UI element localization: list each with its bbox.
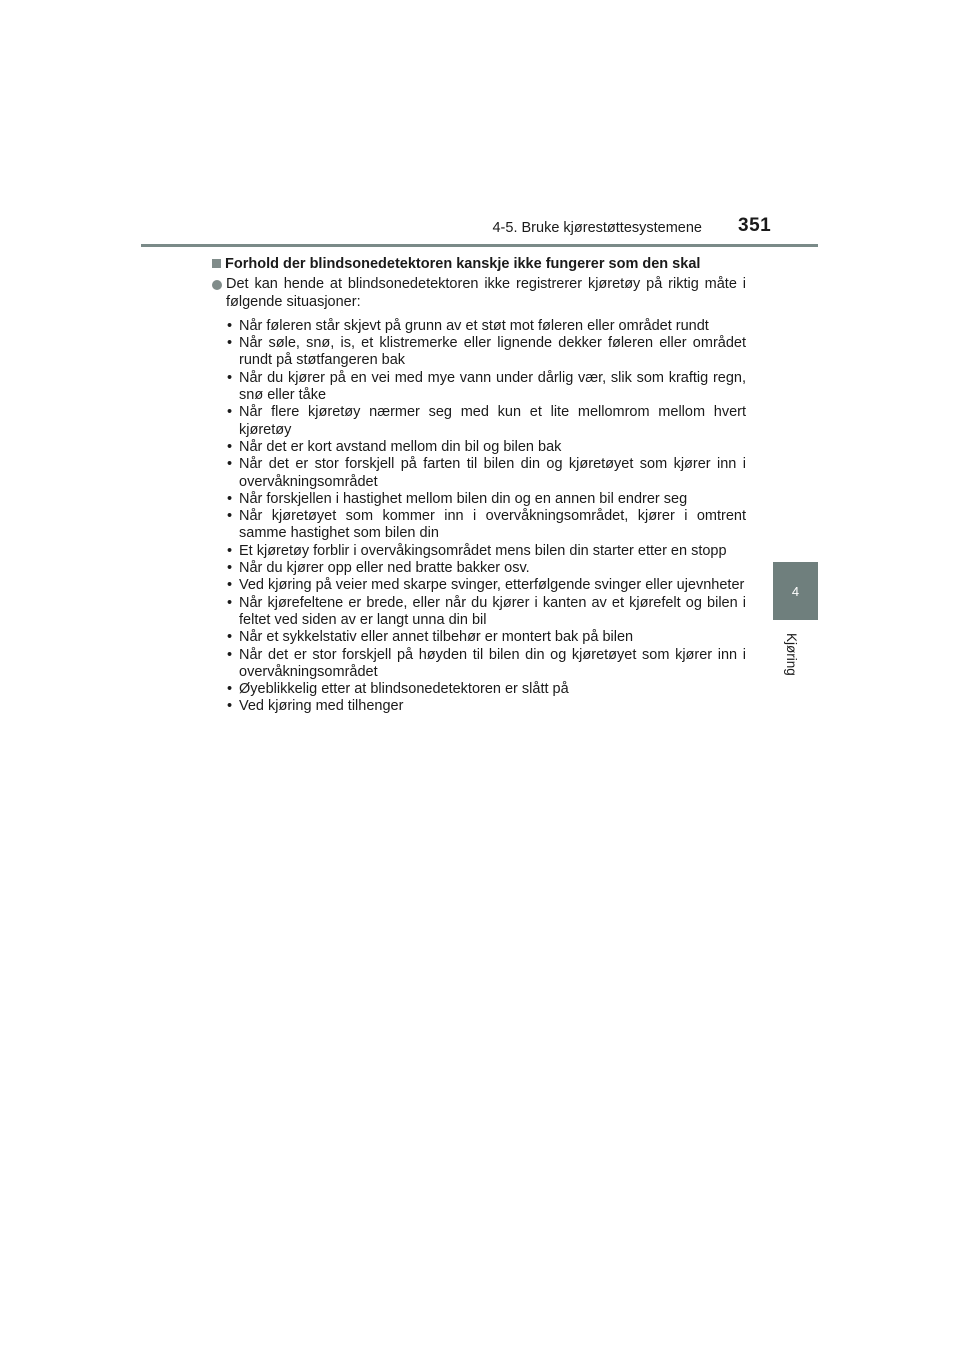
list-item xyxy=(226,335,746,370)
bullet-dot-icon: • xyxy=(227,629,233,646)
list-item xyxy=(226,508,746,543)
bullet-dot-icon: • xyxy=(227,404,233,421)
situation-list xyxy=(212,318,746,716)
list-item-text: Når søle, snø, is, et klistremerke eller lignende dekker føleren eller området rundt på støtfangeren bak xyxy=(239,335,746,369)
bullet-dot-icon: • xyxy=(227,456,233,473)
list-item-text: Ved kjøring på veier med skarpe svinger, etterfølgende svinger eller ujevnheter xyxy=(239,577,745,594)
heading-text: Forhold der blindsonedetektoren kanskje ikke fungerer som den skal xyxy=(225,256,701,272)
list-item-text: Når kjøretøyet som kommer inn i overvåkningsområdet, kjører i omtrent samme hastighet som bilen din xyxy=(239,508,746,542)
list-item-text: Når føleren står skjevt på grunn av et støt mot føleren eller området rundt xyxy=(239,317,709,334)
list-item-text: Når du kjører på en vei med mye vann under dårlig vær, slik som kraftig regn, snø eller tåke xyxy=(239,369,746,404)
intro-text: Det kan hende at blindsonedetektoren ikke registrerer kjøretøy på riktig måte i følgende situasjoner: xyxy=(226,276,746,310)
intro-item xyxy=(212,276,746,311)
list-item-text: Et kjøretøy forblir i overvåkingsområdet mens bilen din starter etter en stopp xyxy=(239,542,727,559)
bullet-dot-icon: • xyxy=(227,335,233,352)
list-item xyxy=(226,560,746,577)
bullet-dot-icon: • xyxy=(227,369,233,386)
bullet-dot-icon: • xyxy=(227,681,233,698)
square-bullet-icon xyxy=(212,259,221,268)
bullet-dot-icon: • xyxy=(227,508,233,525)
bullet-dot-icon: • xyxy=(227,698,233,715)
circle-bullet-icon xyxy=(212,280,222,290)
chapter-number: 4 xyxy=(791,583,800,599)
list-item xyxy=(226,629,746,646)
list-item xyxy=(226,318,746,335)
list-item-text: Når et sykkelstativ eller annet tilbehør er montert bak på bilen xyxy=(239,629,634,646)
list-item-text: Når du kjører opp eller ned bratte bakker osv. xyxy=(239,560,530,577)
page-number: 351 xyxy=(738,215,772,236)
bullet-dot-icon: • xyxy=(227,594,233,611)
list-item xyxy=(226,595,746,630)
list-item-text: Når forskjellen i hastighet mellom bilen din og en annen bil endrer seg xyxy=(239,490,688,507)
bullet-dot-icon: • xyxy=(227,646,233,663)
bullet-dot-icon: • xyxy=(227,490,233,507)
list-item xyxy=(226,543,746,560)
list-item xyxy=(226,456,746,491)
list-item-text: Når det er stor forskjell på høyden til bilen din og kjøretøyet som kjører inn i overvåkningsområdet xyxy=(239,646,746,680)
chapter-tab xyxy=(773,562,818,620)
header-divider xyxy=(141,244,818,247)
section-heading xyxy=(212,256,746,273)
section-title: 4-5. Bruke kjørestøttesystemene xyxy=(492,220,702,236)
bullet-dot-icon: • xyxy=(227,560,233,577)
list-item xyxy=(226,577,746,594)
list-item-text: Når det er stor forskjell på farten til bilen din og kjøretøyet som kjører inn i overvåkningsområdet xyxy=(239,456,746,490)
list-item xyxy=(226,491,746,508)
list-item xyxy=(226,681,746,698)
list-item xyxy=(226,698,746,715)
bullet-dot-icon: • xyxy=(227,577,233,594)
list-item xyxy=(226,647,746,682)
list-item xyxy=(226,404,746,439)
list-item xyxy=(226,439,746,456)
bullet-dot-icon: • xyxy=(227,317,233,334)
list-item-text: Når kjørefeltene er brede, eller når du kjører i kanten av et kjørefelt og bilen i feltet ved siden av er langt unna din bil xyxy=(239,594,746,628)
main-content xyxy=(212,256,746,716)
list-item-text: Når det er kort avstand mellom din bil og bilen bak xyxy=(239,438,562,455)
list-item-text: Ved kjøring med tilhenger xyxy=(239,698,404,715)
bullet-dot-icon: • xyxy=(227,438,233,455)
chapter-label: Kjøring xyxy=(784,633,799,676)
list-item-text: Når flere kjøretøy nærmer seg med kun et lite mellomrom mellom hvert kjøretøy xyxy=(239,404,746,438)
list-item xyxy=(226,370,746,405)
bullet-dot-icon: • xyxy=(227,542,233,559)
list-item-text: Øyeblikkelig etter at blindsonedetektoren er slått på xyxy=(239,681,569,698)
